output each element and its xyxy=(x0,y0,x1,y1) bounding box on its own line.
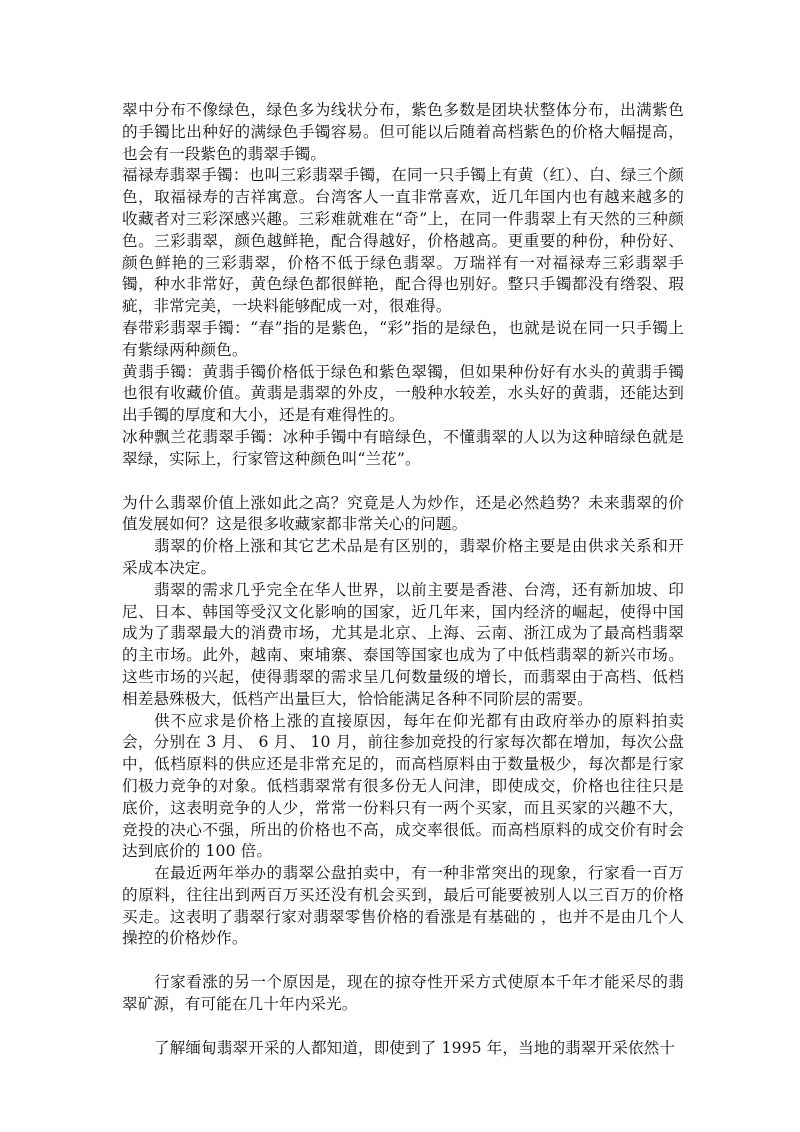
paragraph-chun-dai-cai-bangle: 春带彩翡翠手镯：“春”指的是紫色，“彩”指的是绿色，也就是说在同一只手镯上有紫绿两种颜色。 xyxy=(122,318,684,359)
paragraph-fulushou-bangle: 福禄寿翡翠手镯：也叫三彩翡翠手镯，在同一只手镯上有黄（红）、白、绿三个颜色，取福禄寿的吉祥寓意。台湾客人一直非常喜欢，近几年国内也有越来越多的收藏者对三彩深感兴趣。三彩难就难在“奇”上，在同一件翡翠上有天然的三种颜色。三彩翡翠，颜色越鲜艳，配合得越好，价格越高。更重要的种份，种份好、颜色鲜艳的三彩翡翠，价格不低于绿色翡翠。万瑞祥有一对福禄寿三彩翡翠手镯，种水非常好，黄色绿色都很鲜艳，配合得也别好。整只手镯都没有绺裂、瑕疵，非常完美，一块料能够配成一对，很难得。 xyxy=(122,166,684,316)
paragraph-auction-supply: 供不应求是价格上涨的直接原因，每年在仰光都有由政府举办的原料拍卖会，分别在 3 月、 6 月、 10 月，前往参加竞投的行家每次都在增加，每次公盘中，低档原料的供应还是非常充足的，而高档原料由于数量极少，每次都是行家们极力竞争的对象。低档翡翠常有很多份无人问津，即使成交，价格也往往只是底价，这表明竞争的人少，常常一份料只有一两个买家，而且买家的兴趣不大，竞投的决心不强，所出的价格也不高，成交率很低。而高档原料的成交价有时会达到底价的 100 倍。 xyxy=(122,711,684,861)
paragraph-yellow-jadeite-bangle: 黄翡手镯：黄翡手镯价格低于绿色和紫色翠镯，但如果种份好有水头的黄翡手镯也很有收藏价值。黄翡是翡翠的外皮，一般种水较差，水头好的黄翡，还能达到出手镯的厚度和大小，还是有难得性的。 xyxy=(122,362,684,425)
paragraph-purple-bangle: 翠中分布不像绿色，绿色多为线状分布，紫色多数是团块状整体分布，出满紫色的手镯比出种好的满绿色手镯容易。但可能以后随着高档紫色的价格大幅提高，也会有一段紫色的翡翠手镯。 xyxy=(122,101,684,163)
paragraph-myanmar-mining: 了解缅甸翡翠开采的人都知道，即使到了 1995 年，当地的翡翠开采依然十 xyxy=(154,1038,676,1057)
paragraph-mining-depletion: 行家看涨的另一个原因是，现在的掠夺性开采方式使原本千年才能采尽的翡翠矿源，有可能在几十年内采光。 xyxy=(122,973,684,1014)
paragraph-demand-markets: 翡翠的需求几乎完全在华人世界，以前主要是香港、台湾，还有新加坡、印尼、日本、韩国等受汉文化影响的国家，近几年来，国内经济的崛起，使得中国成为了翡翠最大的消费市场，尤其是北京、上海、云南、浙江成为了最高档翡翠的主市场。此外，越南、柬埔寨、泰国等国家也成为了中低档翡翠的新兴市场。这些市场的兴起，使得翡翠的需求呈几何数量级的增长，而翡翠由于高档、低档相差悬殊极大，低档产出量巨大，恰恰能满足各种不同阶层的需要。 xyxy=(122,580,684,708)
paragraph-auction-phenomenon: 在最近两年举办的翡翠公盘拍卖中，有一种非常突出的现象，行家看一百万的原料，往往出到两百万买还没有机会买到，最后可能要被别人以三百万的价格买走。这表明了翡翠行家对翡翠零售价格的看涨是有基础的 ，也并不是由几个人操控的价格炒作。 xyxy=(122,864,684,948)
paragraph-price-question: 为什么翡翠价值上涨如此之高？究竟是人为炒作，还是必然趋势？未来翡翠的价值发展如何？这是很多收藏家都非常关心的问题。 xyxy=(122,493,684,534)
document-page xyxy=(122,100,684,1060)
paragraph-supply-demand: 翡翠的价格上涨和其它艺术品是有区别的，翡翠价格主要是由供求关系和开采成本决定。 xyxy=(122,537,684,577)
paragraph-ice-orchid-bangle: 冰种飘兰花翡翠手镯：冰种手镯中有暗绿色，不懂翡翠的人以为这种暗绿色就是翠绿，实际上，行家管这种颜色叫“兰花”。 xyxy=(122,427,684,468)
